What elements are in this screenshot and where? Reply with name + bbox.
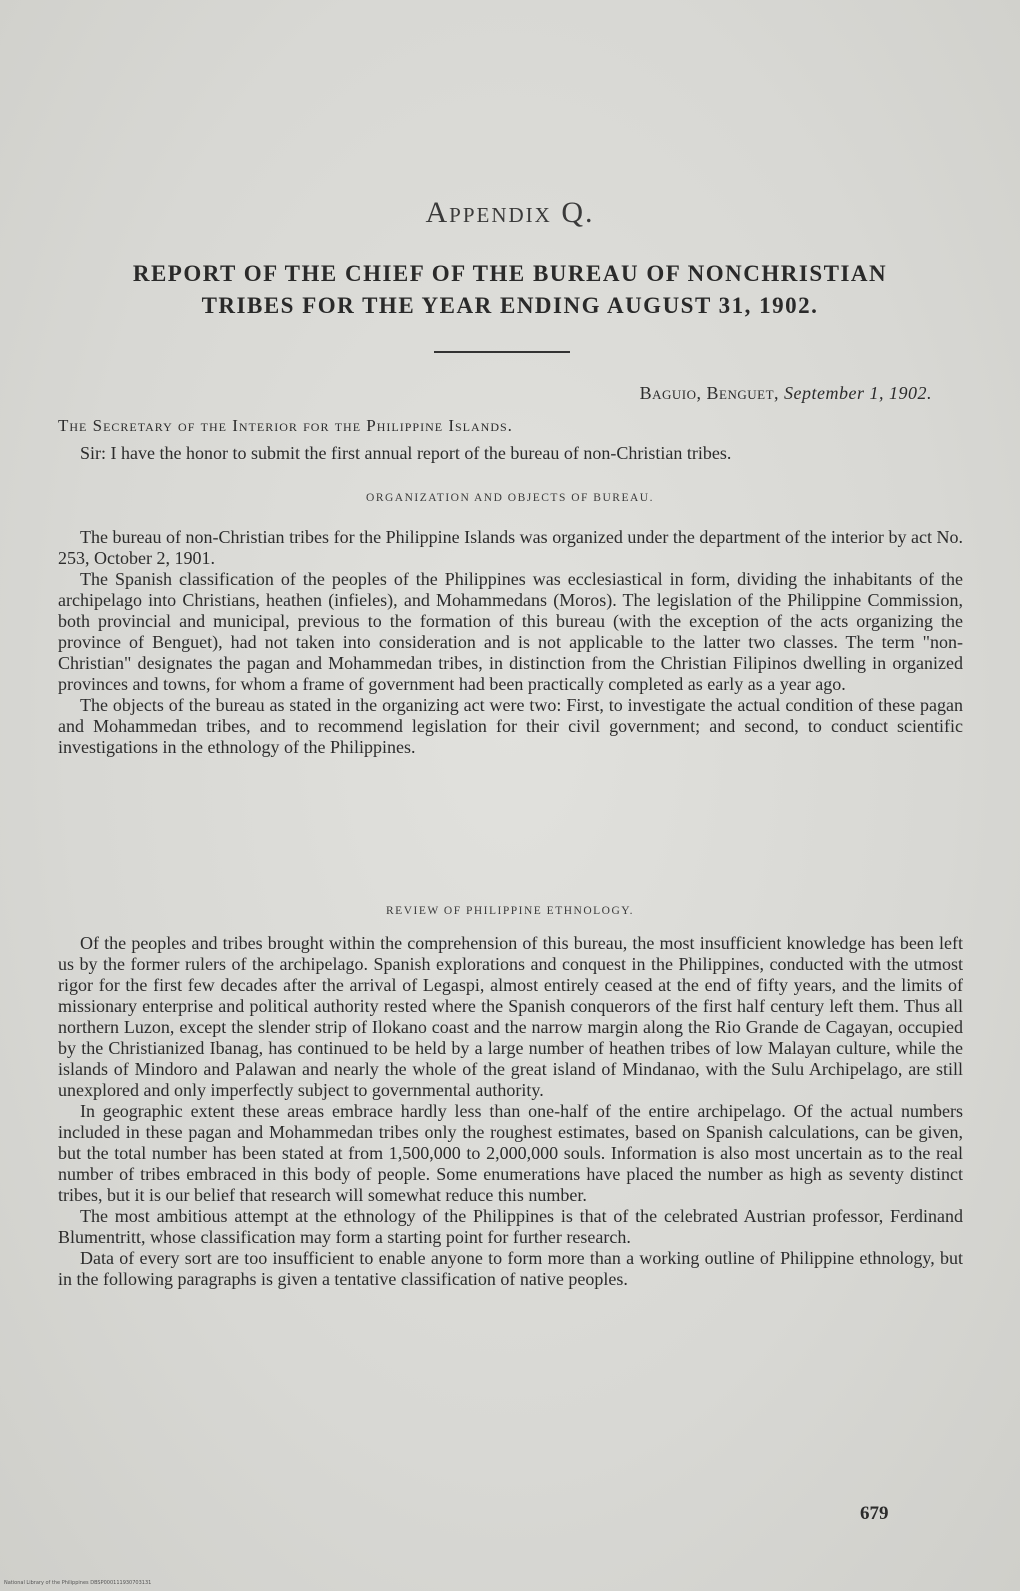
salutation-paragraph-block — [58, 443, 963, 464]
section-heading-ethnology: REVIEW OF PHILIPPINE ETHNOLOGY. — [386, 905, 634, 917]
section-ethnology — [58, 933, 963, 1290]
paragraph: In geographic extent these areas embrace hardly less than one-half of the entire archipelago. Of the actual numbers included in these pagan and Mohammedan tribes only the roughest estimates, based on Spanish calculations, can be given, but the total number has been stated at from 1,500,000 to 2,000,000 souls. Information is also most uncertain as to the real number of tribes embraced in this body of people. Some enumerations have placed the number as high as seventy distinct tribes, but it is our belief that research will somewhat reduce this number. — [58, 1101, 963, 1205]
paragraph: The objects of the bureau as stated in the organizing act were two: First, to investigate the actual condition of these pagan and Mohammedan tribes, and to recommend legislation for their civil government; and second, to conduct scientific investigations in the ethnology of the Philippines. — [58, 695, 963, 757]
appendix-heading: Appendix Q. — [425, 196, 595, 229]
paragraph: The most ambitious attempt at the ethnology of the Philippines is that of the celebrated Austrian professor, Ferdinand Blumentritt, whose classification may form a starting point for further research. — [58, 1206, 963, 1247]
dateline — [640, 383, 932, 404]
addressee: The Secretary of the Interior for the Philippine Islands. — [58, 416, 513, 435]
scan-footer: National Library of the Philippines DBSP000111930703131 — [4, 1580, 152, 1586]
page-number: 679 — [860, 1503, 889, 1524]
paragraph: Data of every sort are too insufficient to enable anyone to form more than a working outline of Philippine ethnology, but in the following paragraphs is given a tentative classification of native peoples. — [58, 1248, 963, 1289]
paragraph: The Spanish classification of the peoples of the Philippines was ecclesiastical in form, dividing the inhabitants of the archipelago into Christians, heathen (infieles), and Mohammedans (Moros). The legislation of the Philippine Commission, both provincial and municipal, previous to the formation of this bureau (with the exception of the acts organizing the province of Benguet), had not taken into consideration and is not applicable to the latter two classes. The term "non-Christian" designates the pagan and Mohammedan tribes, in distinction from the Christian Filipinos dwelling in organized provinces and towns, for whom a frame of government had been practically completed as early as a year ago. — [58, 569, 963, 694]
paragraph: Of the peoples and tribes brought within the comprehension of this bureau, the most insufficient knowledge has been left us by the former rulers of the archipelago. Spanish explorations and conquest in the Philippines, conducted with the utmost rigor for the first few decades after the arrival of Legaspi, almost entirely ceased at the end of fifty years, and the limits of missionary enterprise and political authority rested where the Spanish conquerors of the first half century left them. Thus all northern Luzon, except the slender strip of Ilokano coast and the narrow margin along the Rio Grande de Cagayan, occupied by the Christianized Ibanag, has continued to be held by a large number of heathen tribes of low Malayan culture, while the islands of Mindoro and Palawan and nearly the whole of the great island of Mindanao, with the Sulu Archipelago, are still unexplored and only imperfectly subject to governmental authority. — [58, 933, 963, 1100]
report-title — [40, 258, 980, 322]
section-organization — [58, 527, 963, 758]
title-rule — [434, 351, 570, 353]
dateline-place: Baguio, Benguet, — [639, 383, 780, 403]
report-title-line-2: TRIBES FOR THE YEAR ENDING AUGUST 31, 1902. — [201, 293, 819, 318]
paragraph: The bureau of non-Christian tribes for the Philippine Islands was organized under the department of the interior by act No. 253, October 2, 1901. — [58, 527, 963, 568]
salutation-paragraph: Sir: I have the honor to submit the first annual report of the bureau of non-Christian tribes. — [80, 443, 732, 463]
report-title-line-1: REPORT OF THE CHIEF OF THE BUREAU OF NONCHRISTIAN — [132, 261, 888, 286]
section-heading-organization: ORGANIZATION AND OBJECTS OF BUREAU. — [366, 492, 654, 504]
dateline-date: September 1, 1902. — [784, 383, 932, 403]
